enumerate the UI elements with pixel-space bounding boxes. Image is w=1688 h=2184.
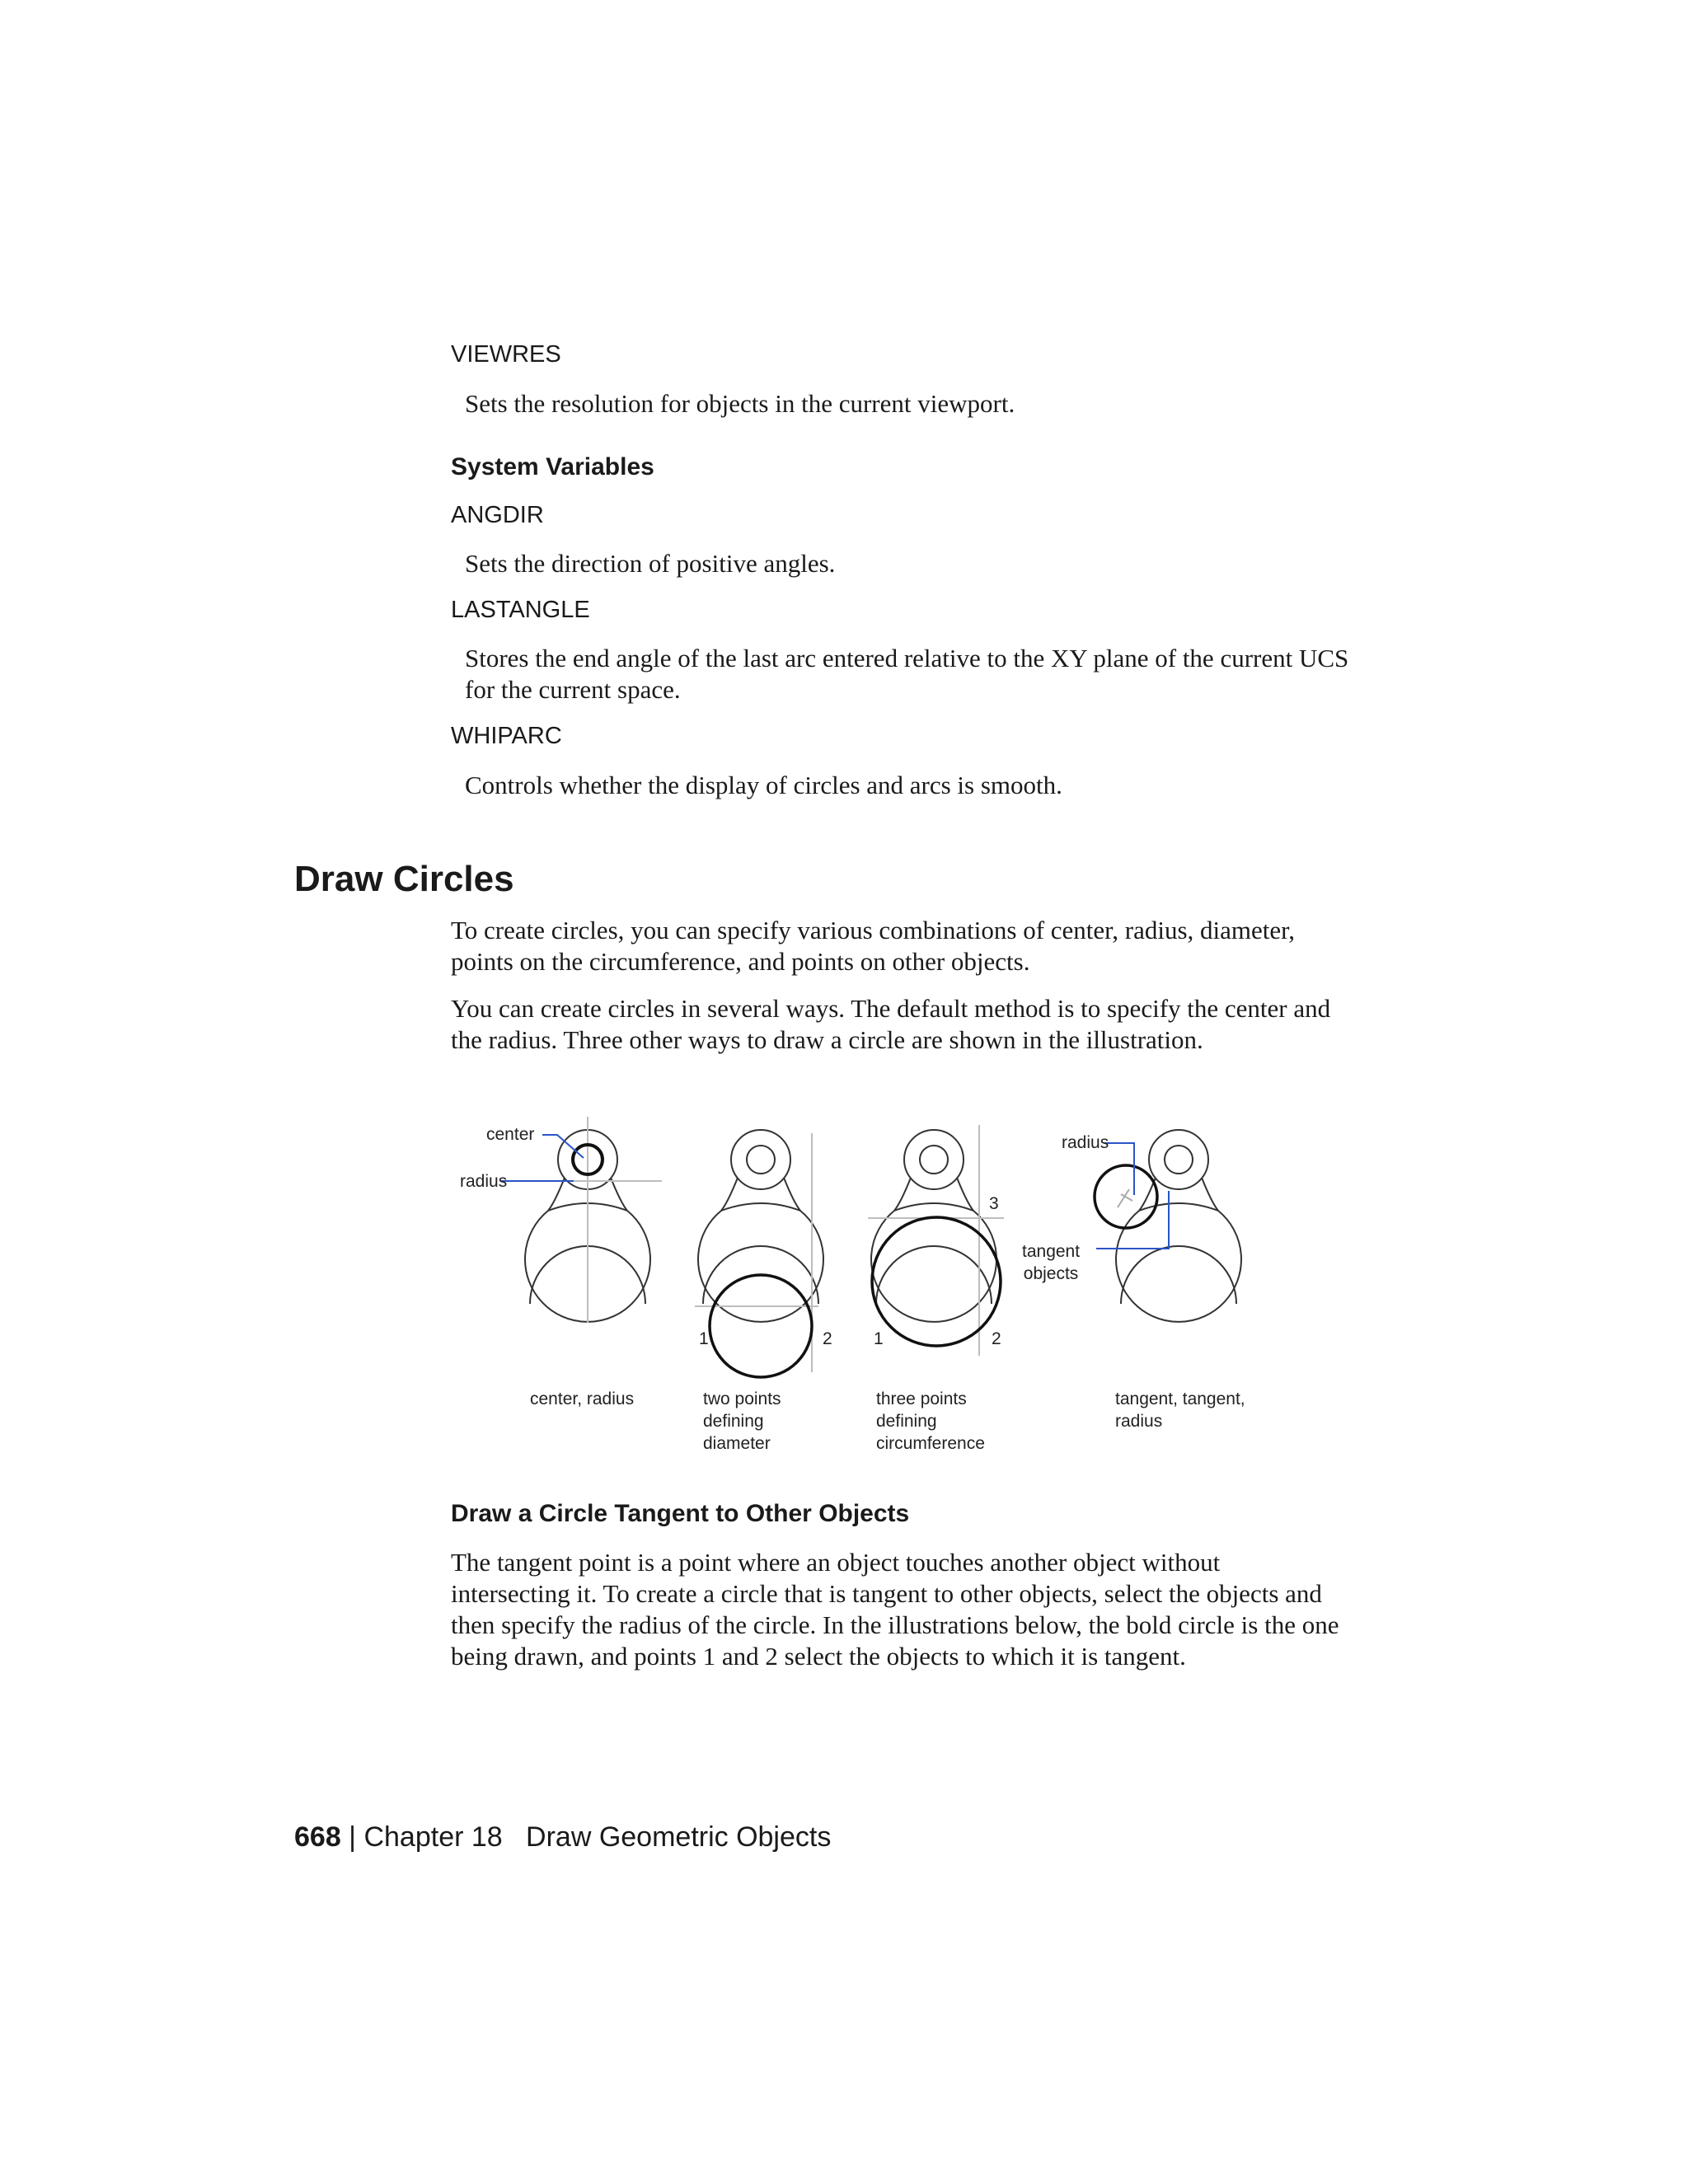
label-pt1b: 1 — [874, 1329, 884, 1348]
term-lastangle: LASTANGLE — [451, 597, 590, 623]
label-radius-right: radius — [1062, 1133, 1109, 1152]
term-viewres: VIEWRES — [451, 341, 561, 368]
caption-tangent-tangent-radius: tangent, tangent, radius — [1115, 1390, 1245, 1431]
desc-lastangle: Stores the end angle of the last arc entered relative to the XY plane of the current UCS for the current space. — [465, 644, 1349, 704]
system-variables-heading: System Variables — [451, 453, 654, 480]
footer-separator: | — [340, 1821, 364, 1853]
draw-circles-heading: Draw Circles — [294, 859, 514, 899]
wrench-three-points — [868, 1125, 1004, 1356]
tangent-section-heading: Draw a Circle Tangent to Other Objects — [451, 1500, 910, 1527]
term-whiparc: WHIPARC — [451, 723, 562, 749]
wrench-tangent-tangent-radius — [1062, 1130, 1241, 1322]
caption-center-radius: center, radius — [530, 1390, 635, 1408]
page-number: 668 — [294, 1821, 341, 1853]
desc-whiparc: Controls whether the display of circles and arcs is smooth. — [465, 771, 1062, 799]
wrench-center-radius — [460, 1117, 662, 1323]
caption-two-points: two points defining diameter — [703, 1390, 781, 1453]
chapter-title: Chapter 18 Draw Geometric Objects — [363, 1821, 832, 1853]
wrench-two-points — [695, 1130, 832, 1377]
bold-circle-three-points — [872, 1217, 1001, 1346]
label-radius-left: radius — [460, 1172, 508, 1191]
label-pt3b: 3 — [989, 1194, 999, 1213]
desc-viewres: Sets the resolution for objects in the current viewport. — [465, 389, 1015, 418]
label-pt2a: 2 — [823, 1329, 832, 1348]
draw-circles-para-1: To create circles, you can specify various combinations of center, radius, diameter, points on the circumference, and points on other objects. — [451, 916, 1295, 976]
center-callout-line — [542, 1135, 584, 1158]
label-tangent-objects: tangent objects — [1022, 1242, 1081, 1283]
bold-circle-two-points — [710, 1275, 812, 1377]
draw-circles-para-2: You can create circles in several ways. The default method is to specify the center and the radius. Three other ways to draw a circle are shown in the illustration. — [451, 994, 1331, 1054]
desc-angdir: Sets the direction of positive angles. — [465, 549, 836, 578]
label-pt1a: 1 — [699, 1329, 709, 1348]
caption-three-points: three points defining circumference — [876, 1390, 985, 1453]
term-angdir: ANGDIR — [451, 502, 544, 528]
label-pt2b: 2 — [992, 1329, 1001, 1348]
page-footer — [294, 1821, 831, 1854]
label-center: center — [486, 1125, 535, 1144]
tangent-section-para: The tangent point is a point where an object touches another object without intersecting it. To create a circle that is tangent to other objects, select the objects and then specify the radius of the circle. In the illustrations below, the bold circle is the one being drawn, and points 1 and 2 select the objects to which it is tangent. — [451, 1548, 1339, 1671]
